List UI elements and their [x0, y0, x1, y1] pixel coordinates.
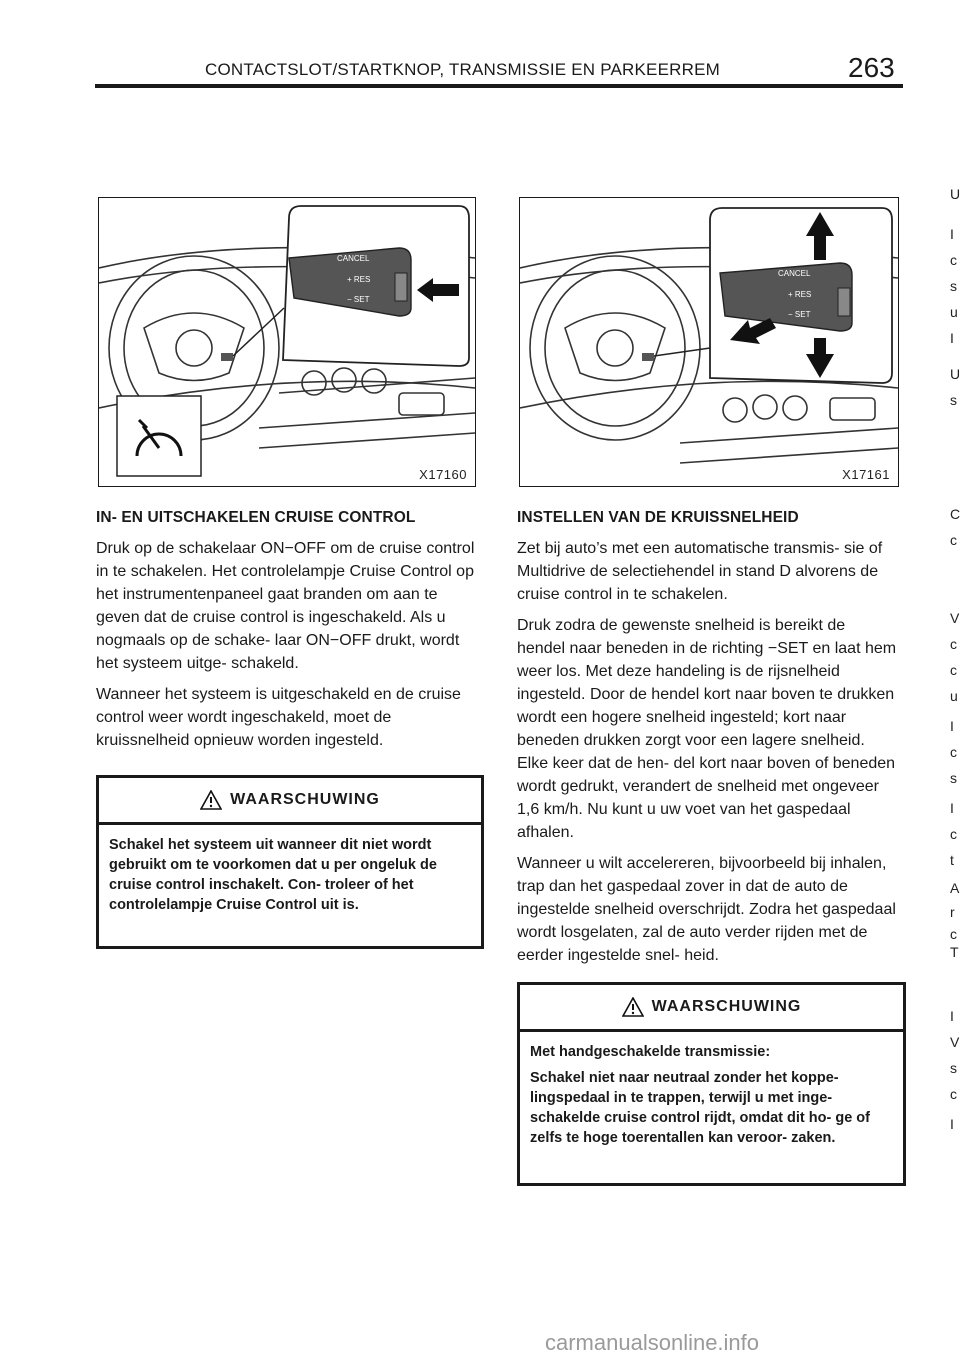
section-heading-set-speed: INSTELLEN VAN DE KRUISSNELHEID [517, 509, 799, 526]
margin-letter: s [950, 392, 957, 408]
lever-label-set: − SET [347, 295, 370, 304]
lever-label-res: + RES [347, 275, 371, 284]
margin-letter: u [950, 304, 958, 320]
watermark: carmanualsonline.info [545, 1330, 760, 1355]
margin-letter: U [950, 186, 960, 202]
margin-letter: I [950, 800, 954, 816]
margin-letter: c [950, 826, 957, 842]
margin-letter: I [950, 226, 954, 242]
margin-letter: V [950, 1034, 960, 1050]
right-column [517, 506, 897, 975]
warning-text: Schakel niet naar neutraal zonder het koppe‑ lingspedaal in te trappen, terwijl u met inge‑ schakelde cruise control rijdt, omdat dit ho‑ ge of zelfs te hoge toerentallen kan veroor‑ zaken. [530, 1070, 870, 1146]
margin-letter: s [950, 278, 957, 294]
header-rule [95, 84, 903, 88]
warning-text: Schakel het systeem uit wanneer dit niet wordt gebruikt om te voorkomen dat u per ongeluk de cruise control inschakelt. Con‑ troleer of het controlelampje Cruise Control uit is. [109, 837, 437, 913]
margin-letter: s [950, 1060, 957, 1076]
paragraph: Wanneer het systeem is uitgeschakeld en de cruise control weer wordt ingeschakeld, moet de kruissnelheid opnieuw worden ingesteld. [96, 686, 461, 749]
warning-triangle-icon [622, 997, 644, 1017]
warning-triangle-icon [200, 790, 222, 810]
left-column [96, 506, 476, 760]
dashboard-illustration-2 [520, 198, 898, 486]
margin-letter: c [950, 1086, 957, 1102]
warning-header [520, 985, 903, 1032]
figure-code-left: X17160 [419, 467, 467, 482]
paragraph: Wanneer u wilt accelereren, bijvoorbeeld bij inhalen, trap dan het gaspedaal zover in dat de auto de ingestelde snelheid overschrijdt. Zodra het gaspedaal wordt losgelaten, zal de auto verder rijden met de eerder ingestelde snel‑ heid. [517, 855, 896, 964]
margin-letter: t [950, 852, 954, 868]
warning-body [520, 1032, 903, 1148]
margin-letter: I [950, 330, 954, 346]
margin-letter: I [950, 1116, 954, 1132]
lever-label-set-2: − SET [788, 310, 811, 319]
dashboard-illustration [99, 198, 475, 486]
figure-code-right: X17161 [842, 467, 890, 482]
paragraph: Druk op de schakelaar ON−OFF om de cruise control in te schakelen. Het controlelampje Cruise Control op het instrumentenpaneel gaat branden om aan te geven dat de cruise control is ingeschakeld. Als u nogmaals op de schake‑ laar ON−OFF drukt, wordt het systeem uitge‑ schakeld. [96, 540, 475, 672]
margin-letter: c [950, 926, 957, 942]
margin-letter: u [950, 688, 958, 704]
margin-letter: I [950, 718, 954, 734]
warning-title: WAARSCHUWING [230, 791, 380, 808]
margin-letter: A [950, 880, 960, 896]
warning-text: Met handgeschakelde transmissie: [530, 1044, 771, 1060]
margin-letter: c [950, 636, 957, 652]
margin-letter: c [950, 532, 957, 548]
margin-letter: C [950, 506, 960, 522]
warning-box-left [96, 775, 484, 949]
warning-header [99, 778, 481, 825]
figure-set-speed [519, 197, 899, 487]
paragraph: Druk zodra de gewenste snelheid is bereikt de hendel naar beneden in de richting −SET en laat hem weer los. Met deze handeling is de rijsnelheid ingesteld. Door de hendel kort naar boven te drukken wordt een hogere snelheid ingesteld; kort naar beneden drukken zorgt voor een lagere snelheid. Elke keer dat de hen‑ del kort naar boven of beneden wordt gedrukt, verandert de snelheid met ongeveer 1,6 km/h. Nu kunt u uw voet van het gaspedaal afhalen. [517, 617, 897, 841]
lever-label-cancel: CANCEL [337, 254, 370, 263]
margin-letter: U [950, 366, 960, 382]
lever-label-cancel-2: CANCEL [778, 269, 811, 278]
page-number: 263 [848, 52, 895, 83]
margin-letter: r [950, 904, 955, 920]
warning-title: WAARSCHUWING [651, 998, 802, 1015]
section-heading-enable-cruise: IN‑ EN UITSCHAKELEN CRUISE CONTROL [96, 509, 416, 526]
lever-label-res-2: + RES [788, 290, 812, 299]
margin-letter: c [950, 744, 957, 760]
margin-letter: c [950, 662, 957, 678]
figure-cruise-switch [98, 197, 476, 487]
paragraph: Zet bij auto’s met een automatische transmis‑ sie of Multidrive de selectiehendel in stand D alvorens de cruise control in te schakelen. [517, 540, 883, 603]
margin-letter: T [950, 944, 959, 960]
margin-letter: c [950, 252, 957, 268]
margin-letter: s [950, 770, 957, 786]
margin-letter: V [950, 610, 960, 626]
warning-body [99, 825, 481, 915]
margin-letter: I [950, 1008, 954, 1024]
page-header-title: CONTACTSLOT/STARTKNOP, TRANSMISSIE EN PARKEERREM [205, 60, 720, 79]
warning-box-right [517, 982, 906, 1186]
